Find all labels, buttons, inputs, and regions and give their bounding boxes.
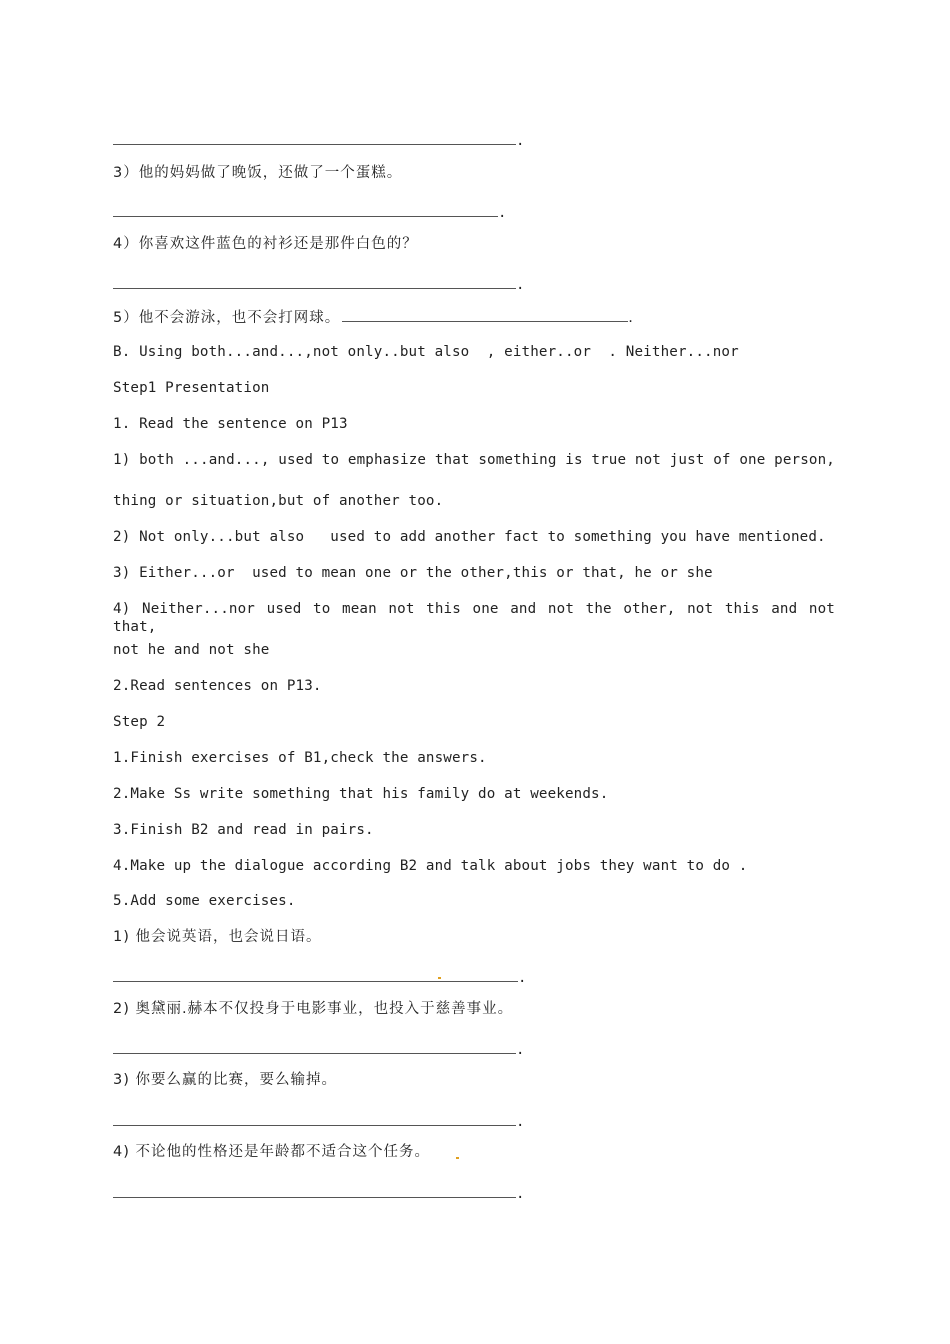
usage-line: 3) Either...or used to mean one or the other,this or that, he or she <box>113 565 713 581</box>
step2-heading: Step 2 <box>113 714 166 730</box>
inline-answer-blank[interactable] <box>342 307 628 322</box>
usage-line: thing or situation,but of another too. <box>113 493 444 509</box>
step2-item: 3.Finish B2 and read in pairs. <box>113 822 374 838</box>
blank-period: . <box>516 277 525 293</box>
step2-item: 1.Finish exercises of B1,check the answers. <box>113 750 487 766</box>
exercise-b4: 4) 不论他的性格还是年龄都不适合这个任务。 <box>113 1144 430 1160</box>
answer-blank[interactable] <box>113 963 518 982</box>
step1-heading: Step1 Presentation <box>113 380 270 396</box>
answer-blank[interactable] <box>113 1107 516 1126</box>
blank-period: . <box>498 205 507 221</box>
blank-period: . <box>516 1114 525 1130</box>
blank-period: . <box>516 1186 525 1202</box>
answer-blank[interactable] <box>113 1179 516 1198</box>
answer-blank[interactable] <box>113 198 498 217</box>
blank-period: . <box>516 133 525 149</box>
usage-line: not he and not she <box>113 642 270 658</box>
answer-blank[interactable] <box>113 270 516 289</box>
usage-line: 4) Neither...nor used to mean not this one and not the other, not this and not that, <box>113 601 835 635</box>
exercise-a3: 3）他的妈妈做了晚饭，还做了一个蛋糕。 <box>113 165 403 181</box>
exercise-b1: 1) 他会说英语，也会说日语。 <box>113 929 322 945</box>
exercise-a5: 5）他不会游泳，也不会打网球。 . <box>113 307 634 327</box>
section-b-heading: B. Using both...and...,not only..but also , either..or . Neither...nor <box>113 344 739 360</box>
exercise-a4: 4）你喜欢这件蓝色的衬衫还是那件白色的？ <box>113 236 418 252</box>
blank-period: . <box>516 1042 525 1058</box>
read-sentences-instruction: 2.Read sentences on P13. <box>113 678 322 694</box>
step2-item: 4.Make up the dialogue according B2 and talk about jobs they want to do . <box>113 858 748 874</box>
stray-mark <box>456 1157 459 1159</box>
blank-period: . <box>518 970 527 986</box>
step2-item: 2.Make Ss write something that his family do at weekends. <box>113 786 609 802</box>
answer-blank[interactable] <box>113 126 516 145</box>
usage-line: 1) both ...and..., used to emphasize that something is true not just of one person, <box>113 452 835 468</box>
answer-blank[interactable] <box>113 1035 516 1054</box>
usage-line: 2) Not only...but also used to add another fact to something you have mentioned. <box>113 529 826 545</box>
stray-mark <box>438 977 441 979</box>
exercise-b2: 2) 奥黛丽.赫本不仅投身于电影事业，也投入于慈善事业。 <box>113 1001 514 1017</box>
exercise-b3: 3) 你要么赢的比赛，要么输掉。 <box>113 1072 337 1088</box>
step2-item: 5.Add some exercises. <box>113 893 296 909</box>
read-p13-instruction: 1. Read the sentence on P13 <box>113 416 348 432</box>
